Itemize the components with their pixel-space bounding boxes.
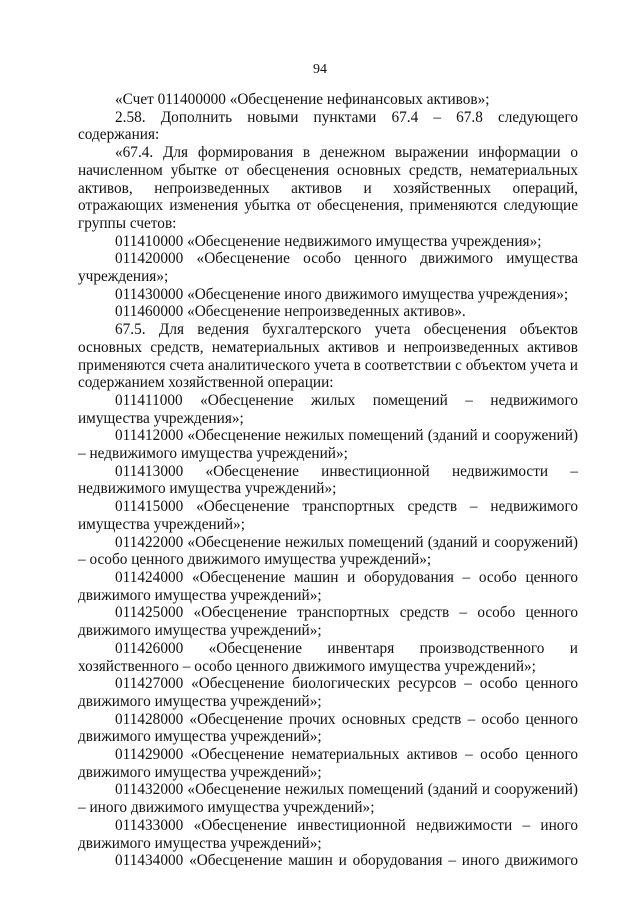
paragraph: 011410000 «Обесценение недвижимого имущества учреждения»;: [115, 232, 542, 250]
paragraph: 2.58. Дополнить новыми пунктами 67.4 – 67.8 следующего содержания:: [78, 108, 578, 144]
paragraph: 011412000 «Обесценение нежилых помещений (зданий и сооружений) – недвижимого имущества учреждений»;: [78, 427, 578, 463]
paragraph: 011420000 «Обесценение особо ценного движимого имущества учреждения»;: [78, 250, 578, 286]
paragraph: 011415000 «Обесценение транспортных средств – недвижимого имущества учреждений»;: [78, 498, 578, 533]
paragraph: 011422000 «Обесценение нежилых помещений (зданий и сооружений) – особо ценного движимого имущества учреждений»;: [78, 533, 578, 569]
paragraph: 011425000 «Обесценение транспортных средств – особо ценного движимого имущества учреждений»;: [78, 604, 578, 640]
paragraph: 011427000 «Обесценение биологических ресурсов – особо ценного движимого имущества учреждений»;: [78, 675, 578, 710]
paragraph: 011434000 «Обесценение машин и оборудования – иного движимого: [115, 852, 578, 870]
paragraph: 011433000 «Обесценение инвестиционной недвижимости – иного движимого имущества учреждений»;: [78, 816, 578, 852]
paragraph: 011460000 «Обесценение непроизведенных активов».: [115, 303, 466, 321]
paragraph: 011424000 «Обесценение машин и оборудования – особо ценного движимого имущества учреждений»;: [78, 568, 578, 604]
paragraph: 011428000 «Обесценение прочих основных средств – особо ценного движимого имущества учреждений»;: [78, 710, 578, 746]
paragraph: 011411000 «Обесценение жилых помещений – недвижимого имущества учреждения»;: [78, 391, 578, 427]
paragraph: «Счет 011400000 «Обесценение нефинансовых активов»;: [115, 91, 490, 108]
paragraph: 011432000 «Обесценение нежилых помещений (зданий и сооружений) – иного движимого имущества учреждений»;: [78, 781, 578, 817]
paragraph: «67.4. Для формирования в денежном выражении информации о начисленном убытке от обесценения основных средств, нематериальных активов, непроизведенных активов и хозяйственных операций, отражающих изменения убытка от обесценения, применяются следующие группы счетов:: [78, 144, 578, 232]
paragraph: 011413000 «Обесценение инвестиционной недвижимости – недвижимого имущества учреждений»;: [78, 462, 578, 498]
document-body: [78, 91, 578, 870]
paragraph: 011429000 «Обесценение нематериальных активов – особо ценного движимого имущества учреждений»;: [78, 746, 578, 781]
paragraph: 011430000 «Обесценение иного движимого имущества учреждения»;: [115, 285, 569, 303]
paragraph: 67.5. Для ведения бухгалтерского учета обесценения объектов основных средств, нематериальных активов и непроизведенных активов применяются счета аналитического учета в соответствии с объектом учета и содержанием хозяйственной операции:: [78, 321, 578, 392]
page-number: 94: [313, 62, 327, 77]
paragraph: 011426000 «Обесценение инвентаря производственного и хозяйственного – особо ценного движимого имущества учреждений»;: [78, 639, 578, 675]
